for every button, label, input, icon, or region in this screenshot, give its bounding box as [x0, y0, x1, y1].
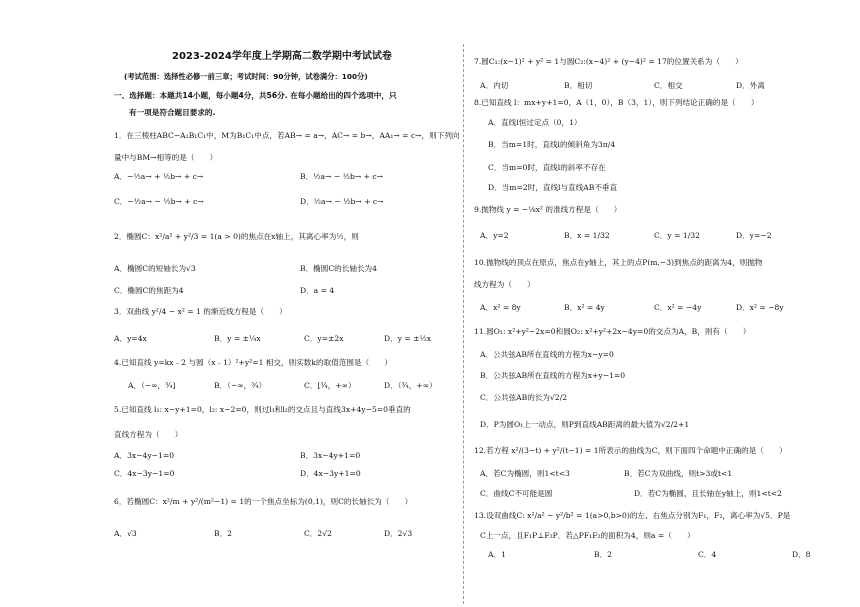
q1-stem-cont: 量中与BM→相等的是（ ）	[114, 153, 218, 162]
q8-option-a: A．直线l恒过定点（0，1）	[488, 118, 582, 127]
q12-option-c: C．曲线C不可能是圆	[480, 489, 553, 498]
q7-option-d: D．外离	[736, 81, 765, 90]
q10-option-d: D．x² = −8y	[736, 303, 784, 312]
q11-option-a: A．公共弦AB所在直线的方程为x−y=0	[480, 350, 614, 359]
q7-option-c: C．相交	[654, 81, 683, 90]
q8-option-d: D．当m=2时，直线l与直线AB不垂直	[488, 183, 618, 192]
q13-stem-cont: C上一点，且F₁P⊥F₂P．若△PF₁F₂的面积为4，则a =（ ）	[480, 531, 695, 540]
q4-option-c: C．[¾，+∞）	[304, 381, 356, 390]
q4-stem: 4.已知直线 y=kx﹣2 与圆（x﹣1）²+y²=1 相交，则实数k的取值范围是（ ）	[114, 358, 392, 367]
q13-option-b: B．2	[594, 550, 613, 559]
q2-option-c: C．椭圆C的焦距为4	[114, 286, 184, 295]
q10-option-a: A．x² = 8y	[480, 303, 521, 312]
q12-stem: 12.若方程 x²/(3−t) + y²/(t−1) = 1所表示的曲线为C，则下面四个命题中正确的是（ ）	[474, 446, 787, 455]
q8-option-c: C．当m=0时，直线l的斜率不存在	[488, 163, 606, 172]
section-heading: 一、选择题：本题共14小题，每小题4分，共56分. 在每小题给出的四个选项中，只	[114, 91, 397, 100]
q6-stem: 6．若椭圆C：x²/m + y²/(m²−1) = 1的一个焦点坐标为(0,1)，则C的长轴长为（ ）	[114, 497, 413, 506]
q6-option-b: B．2	[214, 529, 233, 538]
q11-option-c: C．公共弦AB的长为√2/2	[480, 393, 568, 402]
q6-option-a: A．√3	[114, 529, 137, 538]
q9-stem: 9.抛物线 y = −⅛x² 的准线方程是（ ）	[474, 205, 622, 214]
left-column	[114, 0, 460, 607]
q1-option-a: A．−½a→ + ½b→ + c→	[114, 172, 204, 181]
q13-option-a: A．1	[488, 550, 506, 559]
q8-option-b: B．当m=1时，直线l的倾斜角为3π/4	[488, 140, 616, 149]
q7-option-b: B．相切	[564, 81, 593, 90]
q3-option-b: B．y = ±¼x	[214, 334, 261, 343]
q1-option-b: B．½a→ − ½b→ + c→	[300, 172, 384, 181]
q5-option-a: A．3x−4y−1=0	[114, 451, 175, 460]
q9-option-c: C．y = 1/32	[654, 231, 700, 240]
q11-stem: 11.圆O₁: x²+y²−2x=0和圆O₂: x²+y²+2x−4y=0的交点为A，B，则有（ ）	[474, 327, 751, 336]
q6-option-c: C．2√2	[304, 529, 332, 538]
exam-info: (考试范围：选择性必修一前三章；考试时间：90分钟，试卷满分：100分)	[124, 72, 368, 81]
q4-option-d: D．（¾，+∞）	[384, 381, 437, 390]
q5-stem-cont: 直线方程为（ ）	[114, 430, 183, 439]
q6-option-d: D．2√3	[384, 529, 413, 538]
exam-title: 2023-2024学年度上学期高二数学期中考试试卷	[172, 51, 392, 62]
q1-option-d: D．½a→ − ½b→ + c→	[300, 197, 384, 206]
q9-option-b: B．x = 1/32	[564, 231, 610, 240]
q8-stem: 8.已知直线 l：mx+y+1=0，A（1，0），B（3，1），则下列结论正确的是（ ）	[474, 98, 759, 107]
q13-option-c: C．4	[698, 550, 717, 559]
q1-stem: 1．在三棱柱ABC−A₁B₁C₁中，M为B₁C₁中点，若AB→ = a→，AC→ = b→，AA₁→ = c→，则下列向	[114, 131, 460, 140]
q4-option-b: B．（−∞，¾）	[214, 381, 267, 390]
q5-stem: 5.已知直线 l₁: x−y+1=0，l₂: x−2=0，则过l₁和l₂的交点且与直线3x+4y−5=0垂直的	[114, 405, 411, 414]
q3-option-a: A．y=4x	[114, 334, 147, 343]
q10-option-b: B．x² = 4y	[564, 303, 605, 312]
q4-option-a: A．（−∞，¾]	[128, 381, 176, 390]
q2-stem: 2．椭圆C：x²/a² + y²/3 = 1(a > 0)的焦点在x轴上，其离心率为½，则	[114, 232, 359, 241]
q3-stem: 3．双曲线 y²/4 − x² = 1 的渐近线方程是（ ）	[114, 307, 287, 316]
q5-option-d: D．4x−3y+1=0	[300, 469, 361, 478]
q10-stem: 10.抛物线的顶点在原点，焦点在y轴上，其上的点P(m,−3)到焦点的距离为4，则抛物	[474, 258, 763, 267]
q3-option-d: D．y = ±½x	[384, 334, 432, 343]
q9-option-a: A．y=2	[480, 231, 509, 240]
q2-option-a: A．椭圆C的短轴长为√3	[114, 264, 196, 273]
q2-option-b: B．椭圆C的长轴长为4	[300, 264, 377, 273]
q11-option-b: B．公共弦AB所在直线的方程为x+y−1=0	[480, 371, 626, 380]
q12-option-b: B．若C为双曲线，则t>3或t<1	[624, 469, 733, 478]
q9-option-d: D．y=−2	[736, 231, 772, 240]
q13-stem: 13.设双曲线C: x²/a² − y²/b² = 1(a>0,b>0)的左、右焦点分别为F₁，F₂，离心率为√5．P是	[474, 511, 791, 520]
q7-option-a: A．内切	[480, 81, 509, 90]
q1-option-c: C．−½a→ − ½b→ + c→	[114, 197, 204, 206]
q5-option-c: C．4x−3y−1=0	[114, 469, 175, 478]
q10-option-c: C．x² = −4y	[654, 303, 702, 312]
q10-stem-cont: 线方程为（ ）	[474, 280, 535, 289]
q12-option-d: D．若C为椭圆，且长轴在y轴上，则1<t<2	[634, 489, 782, 498]
section-heading-cont: 有一项是符合题目要求的.	[129, 108, 216, 117]
q12-option-a: A．若C为椭圆，则1<t<3	[480, 469, 570, 478]
q13-option-d: D．8	[792, 550, 811, 559]
q2-option-d: D．a = 4	[300, 286, 335, 295]
q3-option-c: C．y=±2x	[304, 334, 344, 343]
q7-stem: 7.圆C₁:(x−1)² + y² = 1与圆C₂:(x−4)² + (y−4)² = 17的位置关系为（ ）	[474, 57, 743, 66]
q11-option-d: D．P为圆O₁上一动点，则P到直线AB距离的最大值为√2/2+1	[480, 420, 690, 429]
right-column	[474, 0, 819, 607]
column-divider	[463, 44, 464, 604]
q5-option-b: B．3x−4y+1=0	[300, 451, 361, 460]
